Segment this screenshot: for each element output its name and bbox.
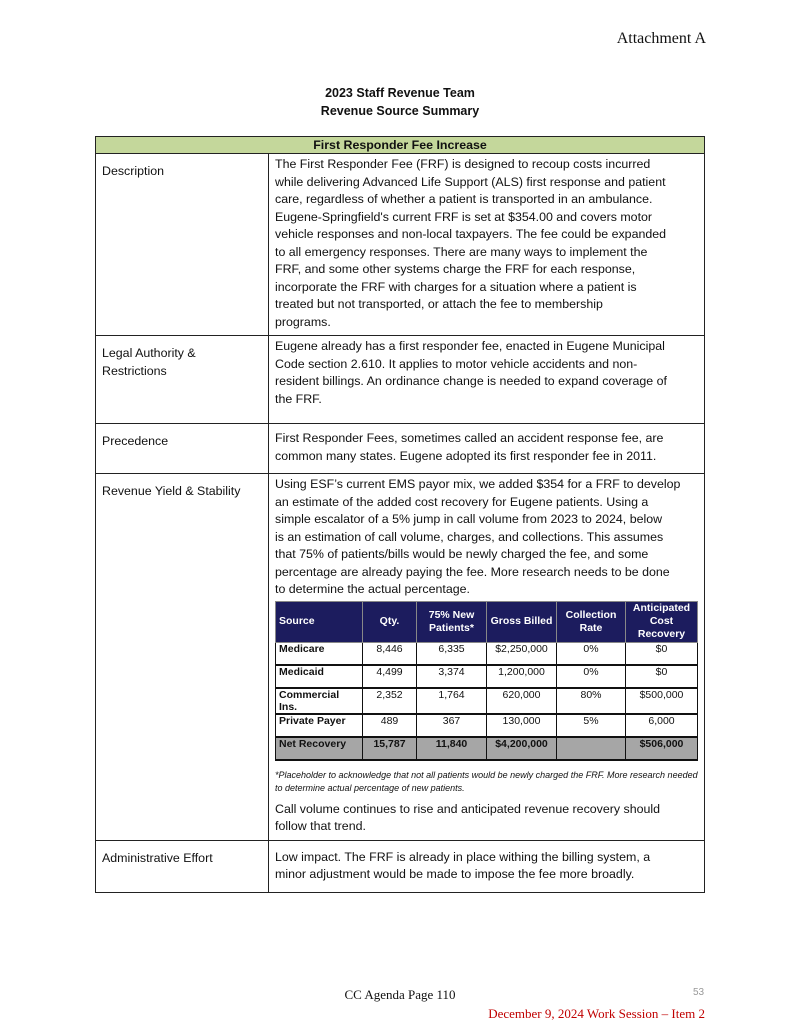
table-row — [276, 714, 698, 737]
table-cell: 367 — [417, 714, 487, 737]
text-line: FRF, and some other systems charge the FRF for each response, — [275, 262, 636, 276]
text-line: Eugene-Springfield's current FRF is set at $354.00 and covers motor — [275, 209, 653, 224]
table-cell: 3,374 — [417, 665, 487, 688]
table-cell: 80% — [557, 688, 626, 714]
text-line: Code section 2.610. It applies to motor vehicle accidents and non- — [275, 356, 638, 371]
row-revenue-yield — [96, 474, 705, 841]
table-cell: Medicare — [276, 642, 363, 665]
total-row — [276, 737, 698, 760]
col-header: Qty. — [363, 601, 417, 642]
col-header: Anticipated Cost Recovery — [626, 601, 698, 642]
table-cell: 1,764 — [417, 688, 487, 714]
document-title — [0, 84, 800, 120]
text-line: The First Responder Fee (FRF) is designed to recoup costs incurred — [275, 157, 651, 171]
text-line: Eugene already has a first responder fee, enacted in Eugene Municipal — [275, 339, 665, 353]
text-line: common many states. Eugene adopted its first responder fee in 2011. — [275, 448, 657, 463]
page-number: 53 — [693, 987, 705, 998]
row-value — [269, 154, 705, 336]
col-header: Source — [276, 601, 363, 642]
table-row — [276, 642, 698, 665]
text-line: the FRF. — [275, 391, 322, 406]
recovery-table — [275, 601, 698, 761]
row-label: Revenue Yield & Stability — [96, 474, 269, 841]
table-cell: $4,200,000 — [487, 737, 557, 760]
row-label: Administrative Effort — [96, 840, 269, 892]
recovery-header-row — [276, 601, 698, 642]
table-cell: Medicaid — [276, 665, 363, 688]
table-cell: 5% — [557, 714, 626, 737]
agenda-page-label: CC Agenda Page 110 — [344, 987, 456, 1002]
table-cell: 1,200,000 — [487, 665, 557, 688]
text-line: simple escalator of a 5% jump in call volume from 2023 to 2024, below — [275, 512, 663, 526]
text-line: vehicle responses and non-local taxpayers. The fee could be expanded — [275, 227, 667, 241]
table-cell: 6,335 — [417, 642, 487, 665]
table-cell: 4,499 — [363, 665, 417, 688]
section-header: First Responder Fee Increase — [96, 137, 705, 154]
table-cell: $0 — [626, 665, 698, 688]
text-line: treated but not transported, or attach the fee to membership — [275, 297, 603, 311]
col-header: 75% New Patients* — [417, 601, 487, 642]
title-line-1: 2023 Staff Revenue Team — [325, 86, 475, 100]
text-line: percentage are already paying the fee. More research needs to be done — [275, 564, 670, 579]
table-cell: 6,000 — [626, 714, 698, 737]
text-line: while delivering Advanced Life Support (ALS) first response and patient — [275, 174, 666, 189]
text-line: follow that trend. — [275, 819, 366, 833]
col-header: Collection Rate — [557, 601, 626, 642]
row-administrative-effort — [96, 840, 705, 892]
text-line: an estimate of the added cost recovery for Eugene patients. Using a — [275, 494, 649, 509]
text-line: Using ESF’s current EMS payor mix, we added $354 for a FRF to develop — [275, 477, 681, 491]
summary-table — [95, 136, 705, 893]
text-line: care, regardless of whether a patient is transported in an ambulance. — [275, 192, 653, 206]
title-line-2: Revenue Source Summary — [320, 104, 480, 118]
row-value — [269, 474, 705, 841]
table-cell: 11,840 — [417, 737, 487, 760]
table-cell: $500,000 — [626, 688, 698, 714]
text-line: Call volume continues to rise and anticipated revenue recovery should — [275, 801, 661, 816]
row-value — [269, 424, 705, 474]
table-footnote: *Placeholder to acknowledge that not all patients would be newly charged the FRF. More research needed to determine actual percentage of new patients. — [275, 769, 698, 793]
table-cell — [557, 737, 626, 760]
table-cell: 2,352 — [363, 688, 417, 714]
text-line: to determine the actual percentage. — [275, 582, 470, 596]
table-cell: 620,000 — [487, 688, 557, 714]
row-value — [269, 840, 705, 892]
table-cell: $2,250,000 — [487, 642, 557, 665]
table-cell: 8,446 — [363, 642, 417, 665]
row-label: Precedence — [96, 424, 269, 474]
text-line: First Responder Fees, sometimes called an accident response fee, are — [275, 431, 664, 445]
text-line: that 75% of patients/bills would be newly charged the fee, and some — [275, 547, 649, 561]
row-label: Legal Authority & Restrictions — [96, 336, 269, 424]
text-line: minor adjustment would be made to impose the fee more broadly. — [275, 867, 635, 881]
table-cell: Net Recovery — [276, 737, 363, 760]
attachment-label: Attachment A — [616, 30, 706, 47]
row-precedence — [96, 424, 705, 474]
row-label: Description — [96, 154, 269, 336]
work-session-label: December 9, 2024 Work Session – Item 2 — [488, 1006, 705, 1021]
text-line: is an estimation of call volume, charges, and collections. This assumes — [275, 529, 664, 544]
table-cell: Private Payer — [276, 714, 363, 737]
text-line: programs. — [275, 314, 331, 329]
table-cell: Commercial Ins. — [276, 688, 363, 714]
row-legal-authority — [96, 336, 705, 424]
table-cell: 489 — [363, 714, 417, 737]
table-cell: 130,000 — [487, 714, 557, 737]
table-cell: 15,787 — [363, 737, 417, 760]
table-cell: 0% — [557, 665, 626, 688]
row-description — [96, 154, 705, 336]
table-row — [276, 688, 698, 714]
row-value — [269, 336, 705, 424]
table-row — [276, 665, 698, 688]
text-line: resident billings. An ordinance change is needed to expand coverage of — [275, 374, 667, 388]
text-line: incorporate the FRF with charges for a situation where a patient is — [275, 279, 637, 294]
revenue-text — [275, 476, 698, 599]
table-cell: $506,000 — [626, 737, 698, 760]
col-header: Gross Billed — [487, 601, 557, 642]
table-cell: $0 — [626, 642, 698, 665]
revenue-followup — [275, 801, 698, 836]
text-line: Low impact. The FRF is already in place withing the billing system, a — [275, 849, 651, 864]
text-line: to all emergency responses. There are many ways to implement the — [275, 244, 648, 259]
table-cell: 0% — [557, 642, 626, 665]
